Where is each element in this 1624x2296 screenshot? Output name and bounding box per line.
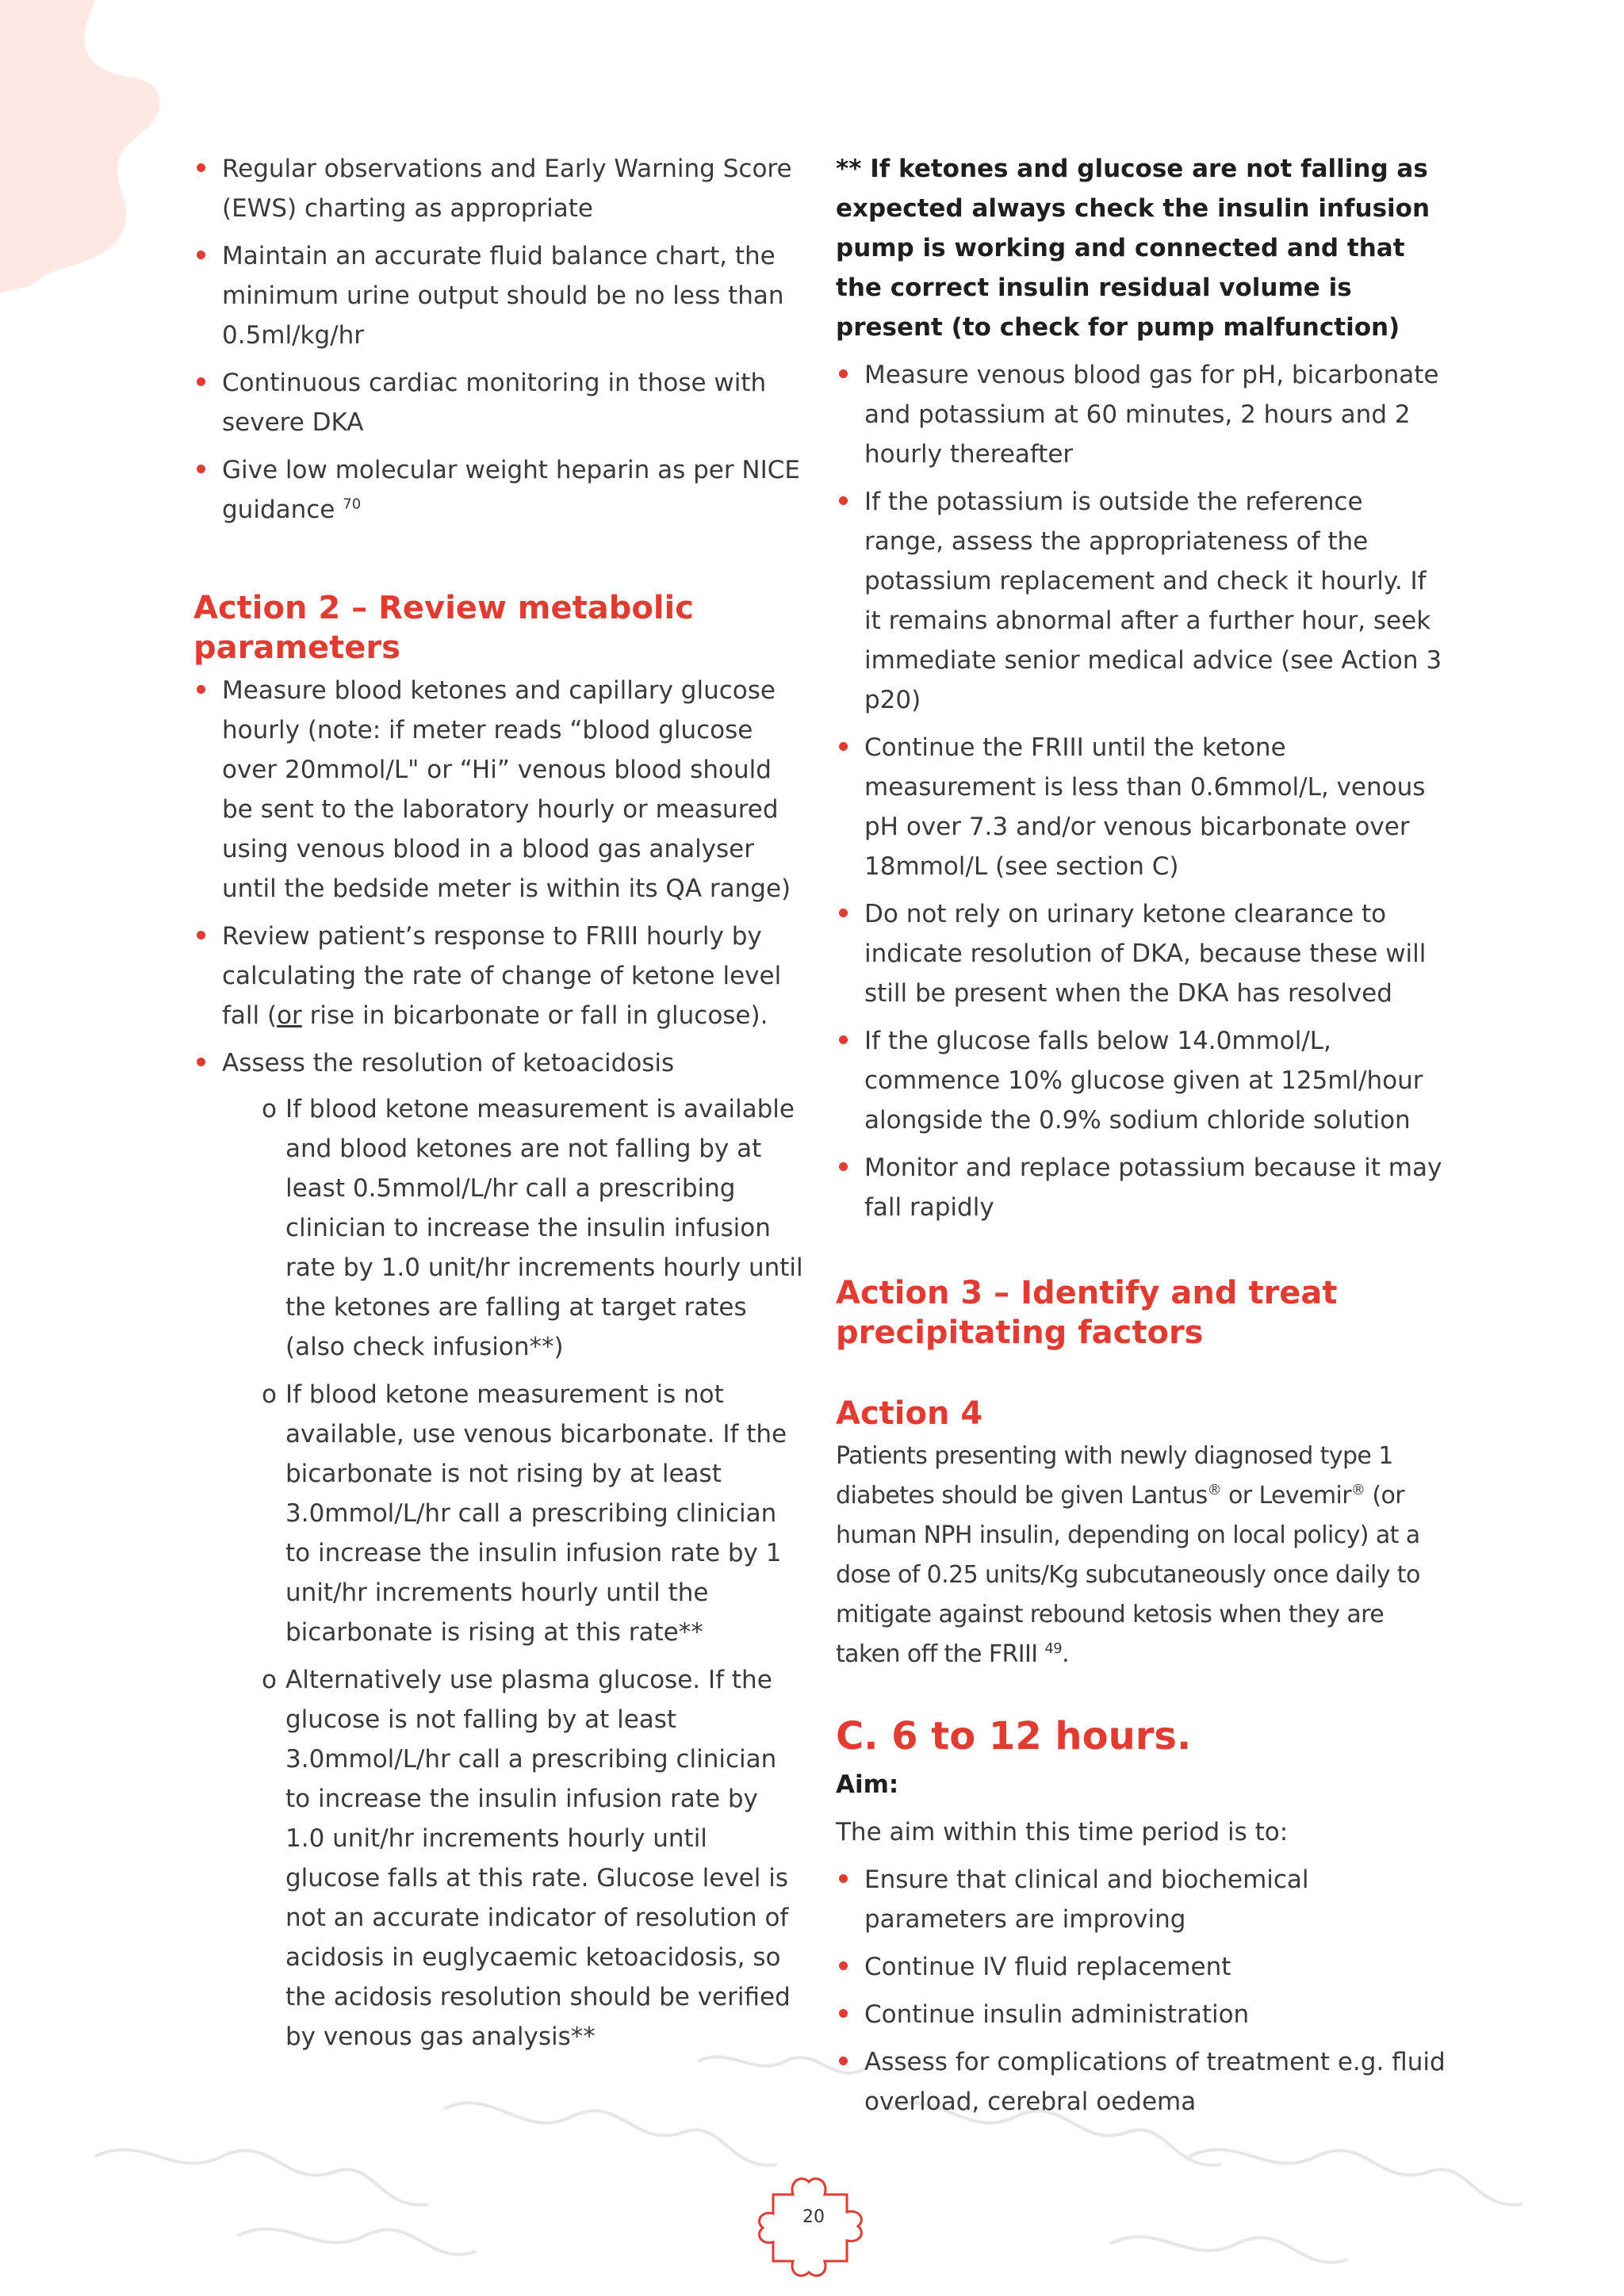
list-item: If the glucose falls below 14.0mmol/L, commence 10% glucose given at 125ml/hour alongside the 0.9% sodium chloride solution [836, 1021, 1446, 1140]
corner-puzzle-piece [0, 0, 159, 293]
right-column [836, 149, 1446, 2130]
list-item: If the potassium is outside the reference range, assess the appropriateness of the potassium replacement and check it hourly. If it remains abnormal after a further hour, seek immediate senior medical advice (see Action 3 p20) [836, 482, 1446, 720]
sub-bullet-marker: o [262, 1666, 277, 1694]
list-item [193, 1043, 804, 2057]
reference-marker: 49 [1044, 1640, 1063, 1657]
section-c-heading: C. 6 to 12 hours. [836, 1714, 1192, 1758]
aim-bullets [836, 1860, 1446, 2122]
text-segment: . [1062, 1640, 1070, 1668]
sub-bullet-marker: o [262, 1095, 277, 1123]
list-item: Continue the FRIII until the ketone measurement is less than 0.6mmol/L, venous pH over 7.3 and/or venous bicarbonate over 18mmol/L (see section C) [836, 728, 1446, 886]
underlined-or: or [277, 1001, 302, 1030]
aim-intro: The aim within this time period is to: [836, 1818, 1289, 1846]
sub-item-text: If blood ketone measurement is available and blood ketones are not falling by at least 0.5mmol/L/hr call a prescribing clinician to increase the insulin infusion rate by 1.0 unit/hr increments hourly until the ketones are falling at target rates (also check infusion**) [285, 1095, 803, 1361]
list-item: Do not rely on urinary ketone clearance to indicate resolution of DKA, because these will still be present when the DKA has resolved [836, 894, 1446, 1013]
text-segment: Review patient’s response to FRIII hourly by calculating the rate of change of ketone level fall ( [222, 922, 782, 1030]
sub-list-item [262, 1375, 804, 1652]
list-item: Measure venous blood gas for pH, bicarbonate and potassium at 60 minutes, 2 hours and 2 hourly thereafter [836, 355, 1446, 474]
text-segment: (or human NPH insulin, depending on local policy) at a dose of 0.25 units/Kg subcutaneously once daily to mitigate against rebound ketosis when they are taken off the FRIII [836, 1482, 1420, 1668]
reference-marker: 70 [343, 496, 362, 513]
aim-label: Aim: [836, 1770, 899, 1799]
page-number: 20 [802, 2207, 825, 2227]
action-2-bullets [193, 671, 804, 2057]
list-item: Continuous cardiac monitoring in those with severe DKA [193, 363, 804, 442]
list-item: Regular observations and Early Warning Score (EWS) charting as appropriate [193, 149, 804, 228]
action-2-heading: Action 2 – Review metabolic parameters [193, 590, 694, 666]
list-item: Maintain an accurate fluid balance chart, the minimum urine output should be no less than 0.5ml/kg/hr [193, 236, 804, 355]
list-item: Continue insulin administration [836, 1995, 1446, 2034]
pump-check-warning: ** If ketones and glucose are not falling as expected always check the insulin infusion pump is working and connected and that the correct insulin residual volume is present (to check for pump malfunction) [836, 155, 1431, 342]
sub-list-item [262, 1089, 804, 1367]
registered-mark: ® [1207, 1482, 1222, 1498]
heparin-text: Give low molecular weight heparin as per NICE guidance [222, 456, 800, 524]
list-item: Ensure that clinical and biochemical parameters are improving [836, 1860, 1446, 1939]
action-4-paragraph [836, 1437, 1446, 1674]
list-item [193, 916, 804, 1035]
list-item: Continue IV fluid replacement [836, 1947, 1446, 1987]
sub-item-text: If blood ketone measurement is not available, use venous bicarbonate. If the bicarbonate is not rising by at least 3.0mmol/L/hr call a prescribing clinician to increase the insulin infusion rate by 1 unit/hr increments hourly until the bicarbonate is rising at this rate** [285, 1380, 787, 1647]
sub-list-item [262, 1660, 804, 2057]
list-item: Assess for complications of treatment e.g. fluid overload, cerebral oedema [836, 2042, 1446, 2122]
list-item: Monitor and replace potassium because it may fall rapidly [836, 1148, 1446, 1227]
text-segment: Patients presenting with newly diagnosed type 1 diabetes should be given Lantus [836, 1442, 1393, 1510]
action-4-heading: Action 4 [836, 1395, 983, 1432]
text-segment: rise in bicarbonate or fall in glucose). [301, 1001, 768, 1030]
sub-item-text: Alternatively use plasma glucose. If the glucose is not falling by at least 3.0mmol/L/hr call a prescribing clinician to increase the insulin infusion rate by 1.0 unit/hr increments hourly until glucose falls at this rate. Glucose level is not an accurate indicator of resolution of acidosis in euglycaemic ketoacidosis, so the acidosis resolution should be verified by venous gas analysis** [285, 1666, 791, 2051]
action-3-heading: Action 3 – Identify and treat precipitating factors [836, 1275, 1338, 1351]
sub-bullet-marker: o [262, 1380, 277, 1409]
monitoring-bullets [836, 355, 1446, 1227]
page-number-puzzle-badge [760, 2179, 862, 2275]
list-item: Measure blood ketones and capillary glucose hourly (note: if meter reads “blood glucose over 20mmol/L" or “Hi” venous blood should be sent to the laboratory hourly or measured using venous blood in a blood gas analyser until the bedside meter is within its QA range) [193, 671, 804, 909]
observation-bullets [193, 149, 804, 530]
list-item [193, 450, 804, 530]
resolution-sub-list [262, 1089, 804, 2057]
registered-mark: ® [1351, 1482, 1365, 1498]
resolution-label: Assess the resolution of ketoacidosis [222, 1049, 675, 1077]
left-column [193, 149, 804, 2064]
text-segment: or Levemir [1221, 1482, 1351, 1510]
